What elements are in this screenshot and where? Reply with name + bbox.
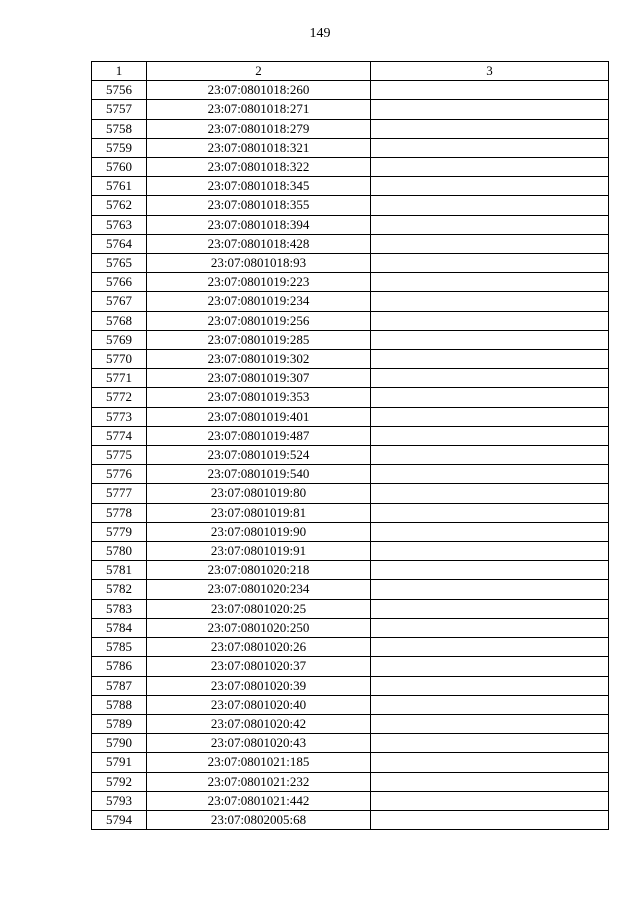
cadastral-number-cell: 23:07:0801021:442 — [147, 791, 371, 810]
table-row — [92, 657, 609, 676]
page-number: 149 — [309, 26, 331, 41]
notes-cell — [371, 407, 609, 426]
row-number-cell: 5775 — [92, 446, 147, 465]
cadastral-number-cell: 23:07:0801019:256 — [147, 311, 371, 330]
table-body — [92, 81, 609, 830]
table-row — [92, 254, 609, 273]
column-header-1: 1 — [92, 62, 147, 81]
table-row — [92, 638, 609, 657]
table-row — [92, 177, 609, 196]
notes-cell — [371, 273, 609, 292]
row-number-cell: 5787 — [92, 676, 147, 695]
notes-cell — [371, 714, 609, 733]
row-number-cell: 5766 — [92, 273, 147, 292]
cadastral-number-cell: 23:07:0801020:39 — [147, 676, 371, 695]
notes-cell — [371, 388, 609, 407]
row-number-cell: 5765 — [92, 254, 147, 273]
notes-cell — [371, 177, 609, 196]
table-row — [92, 676, 609, 695]
cadastral-number-cell: 23:07:0801020:234 — [147, 580, 371, 599]
notes-cell — [371, 503, 609, 522]
notes-cell — [371, 138, 609, 157]
table-row — [92, 196, 609, 215]
table-row — [92, 292, 609, 311]
row-number-cell: 5788 — [92, 695, 147, 714]
row-number-cell: 5790 — [92, 734, 147, 753]
cadastral-number-cell: 23:07:0801020:37 — [147, 657, 371, 676]
notes-cell — [371, 311, 609, 330]
table-row — [92, 542, 609, 561]
cadastral-number-cell: 23:07:0801019:302 — [147, 350, 371, 369]
table-row — [92, 484, 609, 503]
table-header-row — [92, 62, 609, 81]
column-header-3: 3 — [371, 62, 609, 81]
table-row — [92, 714, 609, 733]
notes-cell — [371, 561, 609, 580]
table-row — [92, 350, 609, 369]
cadastral-number-cell: 23:07:0801020:43 — [147, 734, 371, 753]
notes-cell — [371, 695, 609, 714]
notes-cell — [371, 234, 609, 253]
notes-cell — [371, 676, 609, 695]
cadastral-number-cell: 23:07:0801019:91 — [147, 542, 371, 561]
cadastral-number-cell: 23:07:0801021:185 — [147, 753, 371, 772]
cadastral-table — [91, 61, 609, 830]
table-row — [92, 810, 609, 829]
row-number-cell: 5776 — [92, 465, 147, 484]
row-number-cell: 5793 — [92, 791, 147, 810]
cadastral-number-cell: 23:07:0802005:68 — [147, 810, 371, 829]
row-number-cell: 5774 — [92, 426, 147, 445]
table-row — [92, 753, 609, 772]
cadastral-number-cell: 23:07:0801020:25 — [147, 599, 371, 618]
table-row — [92, 618, 609, 637]
row-number-cell: 5762 — [92, 196, 147, 215]
cadastral-number-cell: 23:07:0801019:353 — [147, 388, 371, 407]
row-number-cell: 5761 — [92, 177, 147, 196]
table-row — [92, 407, 609, 426]
notes-cell — [371, 446, 609, 465]
cadastral-number-cell: 23:07:0801018:345 — [147, 177, 371, 196]
row-number-cell: 5792 — [92, 772, 147, 791]
notes-cell — [371, 753, 609, 772]
table-row — [92, 100, 609, 119]
table-row — [92, 369, 609, 388]
row-number-cell: 5786 — [92, 657, 147, 676]
row-number-cell: 5785 — [92, 638, 147, 657]
notes-cell — [371, 100, 609, 119]
cadastral-number-cell: 23:07:0801019:223 — [147, 273, 371, 292]
cadastral-number-cell: 23:07:0801019:80 — [147, 484, 371, 503]
notes-cell — [371, 580, 609, 599]
table-row — [92, 273, 609, 292]
row-number-cell: 5780 — [92, 542, 147, 561]
row-number-cell: 5783 — [92, 599, 147, 618]
cadastral-number-cell: 23:07:0801021:232 — [147, 772, 371, 791]
table-row — [92, 772, 609, 791]
cadastral-number-cell: 23:07:0801019:81 — [147, 503, 371, 522]
table-row — [92, 138, 609, 157]
row-number-cell: 5759 — [92, 138, 147, 157]
row-number-cell: 5794 — [92, 810, 147, 829]
row-number-cell: 5760 — [92, 158, 147, 177]
table-row — [92, 465, 609, 484]
row-number-cell: 5757 — [92, 100, 147, 119]
table-row — [92, 599, 609, 618]
table-row — [92, 311, 609, 330]
cadastral-number-cell: 23:07:0801020:250 — [147, 618, 371, 637]
row-number-cell: 5767 — [92, 292, 147, 311]
cadastral-number-cell: 23:07:0801019:401 — [147, 407, 371, 426]
cadastral-number-cell: 23:07:0801020:26 — [147, 638, 371, 657]
table-row — [92, 426, 609, 445]
row-number-cell: 5784 — [92, 618, 147, 637]
row-number-cell: 5769 — [92, 330, 147, 349]
notes-cell — [371, 426, 609, 445]
row-number-cell: 5773 — [92, 407, 147, 426]
table-row — [92, 734, 609, 753]
cadastral-number-cell: 23:07:0801018:355 — [147, 196, 371, 215]
cadastral-number-cell: 23:07:0801019:540 — [147, 465, 371, 484]
table-row — [92, 330, 609, 349]
cadastral-number-cell: 23:07:0801019:524 — [147, 446, 371, 465]
cadastral-number-cell: 23:07:0801020:40 — [147, 695, 371, 714]
table-row — [92, 119, 609, 138]
cadastral-number-cell: 23:07:0801019:234 — [147, 292, 371, 311]
table-row — [92, 503, 609, 522]
table-row — [92, 388, 609, 407]
table-row — [92, 446, 609, 465]
notes-cell — [371, 638, 609, 657]
notes-cell — [371, 599, 609, 618]
notes-cell — [371, 810, 609, 829]
cadastral-number-cell: 23:07:0801019:487 — [147, 426, 371, 445]
cadastral-number-cell: 23:07:0801018:271 — [147, 100, 371, 119]
table-row — [92, 561, 609, 580]
cadastral-number-cell: 23:07:0801019:90 — [147, 522, 371, 541]
row-number-cell: 5764 — [92, 234, 147, 253]
column-header-2: 2 — [147, 62, 371, 81]
table-row — [92, 522, 609, 541]
table-row — [92, 580, 609, 599]
row-number-cell: 5770 — [92, 350, 147, 369]
table-row — [92, 234, 609, 253]
cadastral-number-cell: 23:07:0801019:285 — [147, 330, 371, 349]
notes-cell — [371, 791, 609, 810]
row-number-cell: 5789 — [92, 714, 147, 733]
cadastral-number-cell: 23:07:0801018:394 — [147, 215, 371, 234]
cadastral-number-cell: 23:07:0801018:322 — [147, 158, 371, 177]
notes-cell — [371, 484, 609, 503]
table-row — [92, 81, 609, 100]
cadastral-number-cell: 23:07:0801018:279 — [147, 119, 371, 138]
notes-cell — [371, 465, 609, 484]
notes-cell — [371, 542, 609, 561]
row-number-cell: 5758 — [92, 119, 147, 138]
notes-cell — [371, 119, 609, 138]
notes-cell — [371, 772, 609, 791]
cadastral-number-cell: 23:07:0801019:307 — [147, 369, 371, 388]
row-number-cell: 5756 — [92, 81, 147, 100]
notes-cell — [371, 618, 609, 637]
notes-cell — [371, 734, 609, 753]
notes-cell — [371, 292, 609, 311]
row-number-cell: 5782 — [92, 580, 147, 599]
row-number-cell: 5781 — [92, 561, 147, 580]
notes-cell — [371, 254, 609, 273]
cadastral-number-cell: 23:07:0801018:93 — [147, 254, 371, 273]
row-number-cell: 5768 — [92, 311, 147, 330]
notes-cell — [371, 350, 609, 369]
row-number-cell: 5772 — [92, 388, 147, 407]
row-number-cell: 5777 — [92, 484, 147, 503]
cadastral-number-cell: 23:07:0801018:260 — [147, 81, 371, 100]
notes-cell — [371, 657, 609, 676]
table-row — [92, 215, 609, 234]
notes-cell — [371, 196, 609, 215]
table-row — [92, 695, 609, 714]
table-row — [92, 791, 609, 810]
notes-cell — [371, 522, 609, 541]
cadastral-number-cell: 23:07:0801018:321 — [147, 138, 371, 157]
row-number-cell: 5779 — [92, 522, 147, 541]
cadastral-number-cell: 23:07:0801018:428 — [147, 234, 371, 253]
row-number-cell: 5791 — [92, 753, 147, 772]
table-row — [92, 158, 609, 177]
row-number-cell: 5771 — [92, 369, 147, 388]
cadastral-number-cell: 23:07:0801020:42 — [147, 714, 371, 733]
row-number-cell: 5778 — [92, 503, 147, 522]
notes-cell — [371, 81, 609, 100]
cadastral-number-cell: 23:07:0801020:218 — [147, 561, 371, 580]
notes-cell — [371, 215, 609, 234]
notes-cell — [371, 330, 609, 349]
row-number-cell: 5763 — [92, 215, 147, 234]
notes-cell — [371, 369, 609, 388]
notes-cell — [371, 158, 609, 177]
